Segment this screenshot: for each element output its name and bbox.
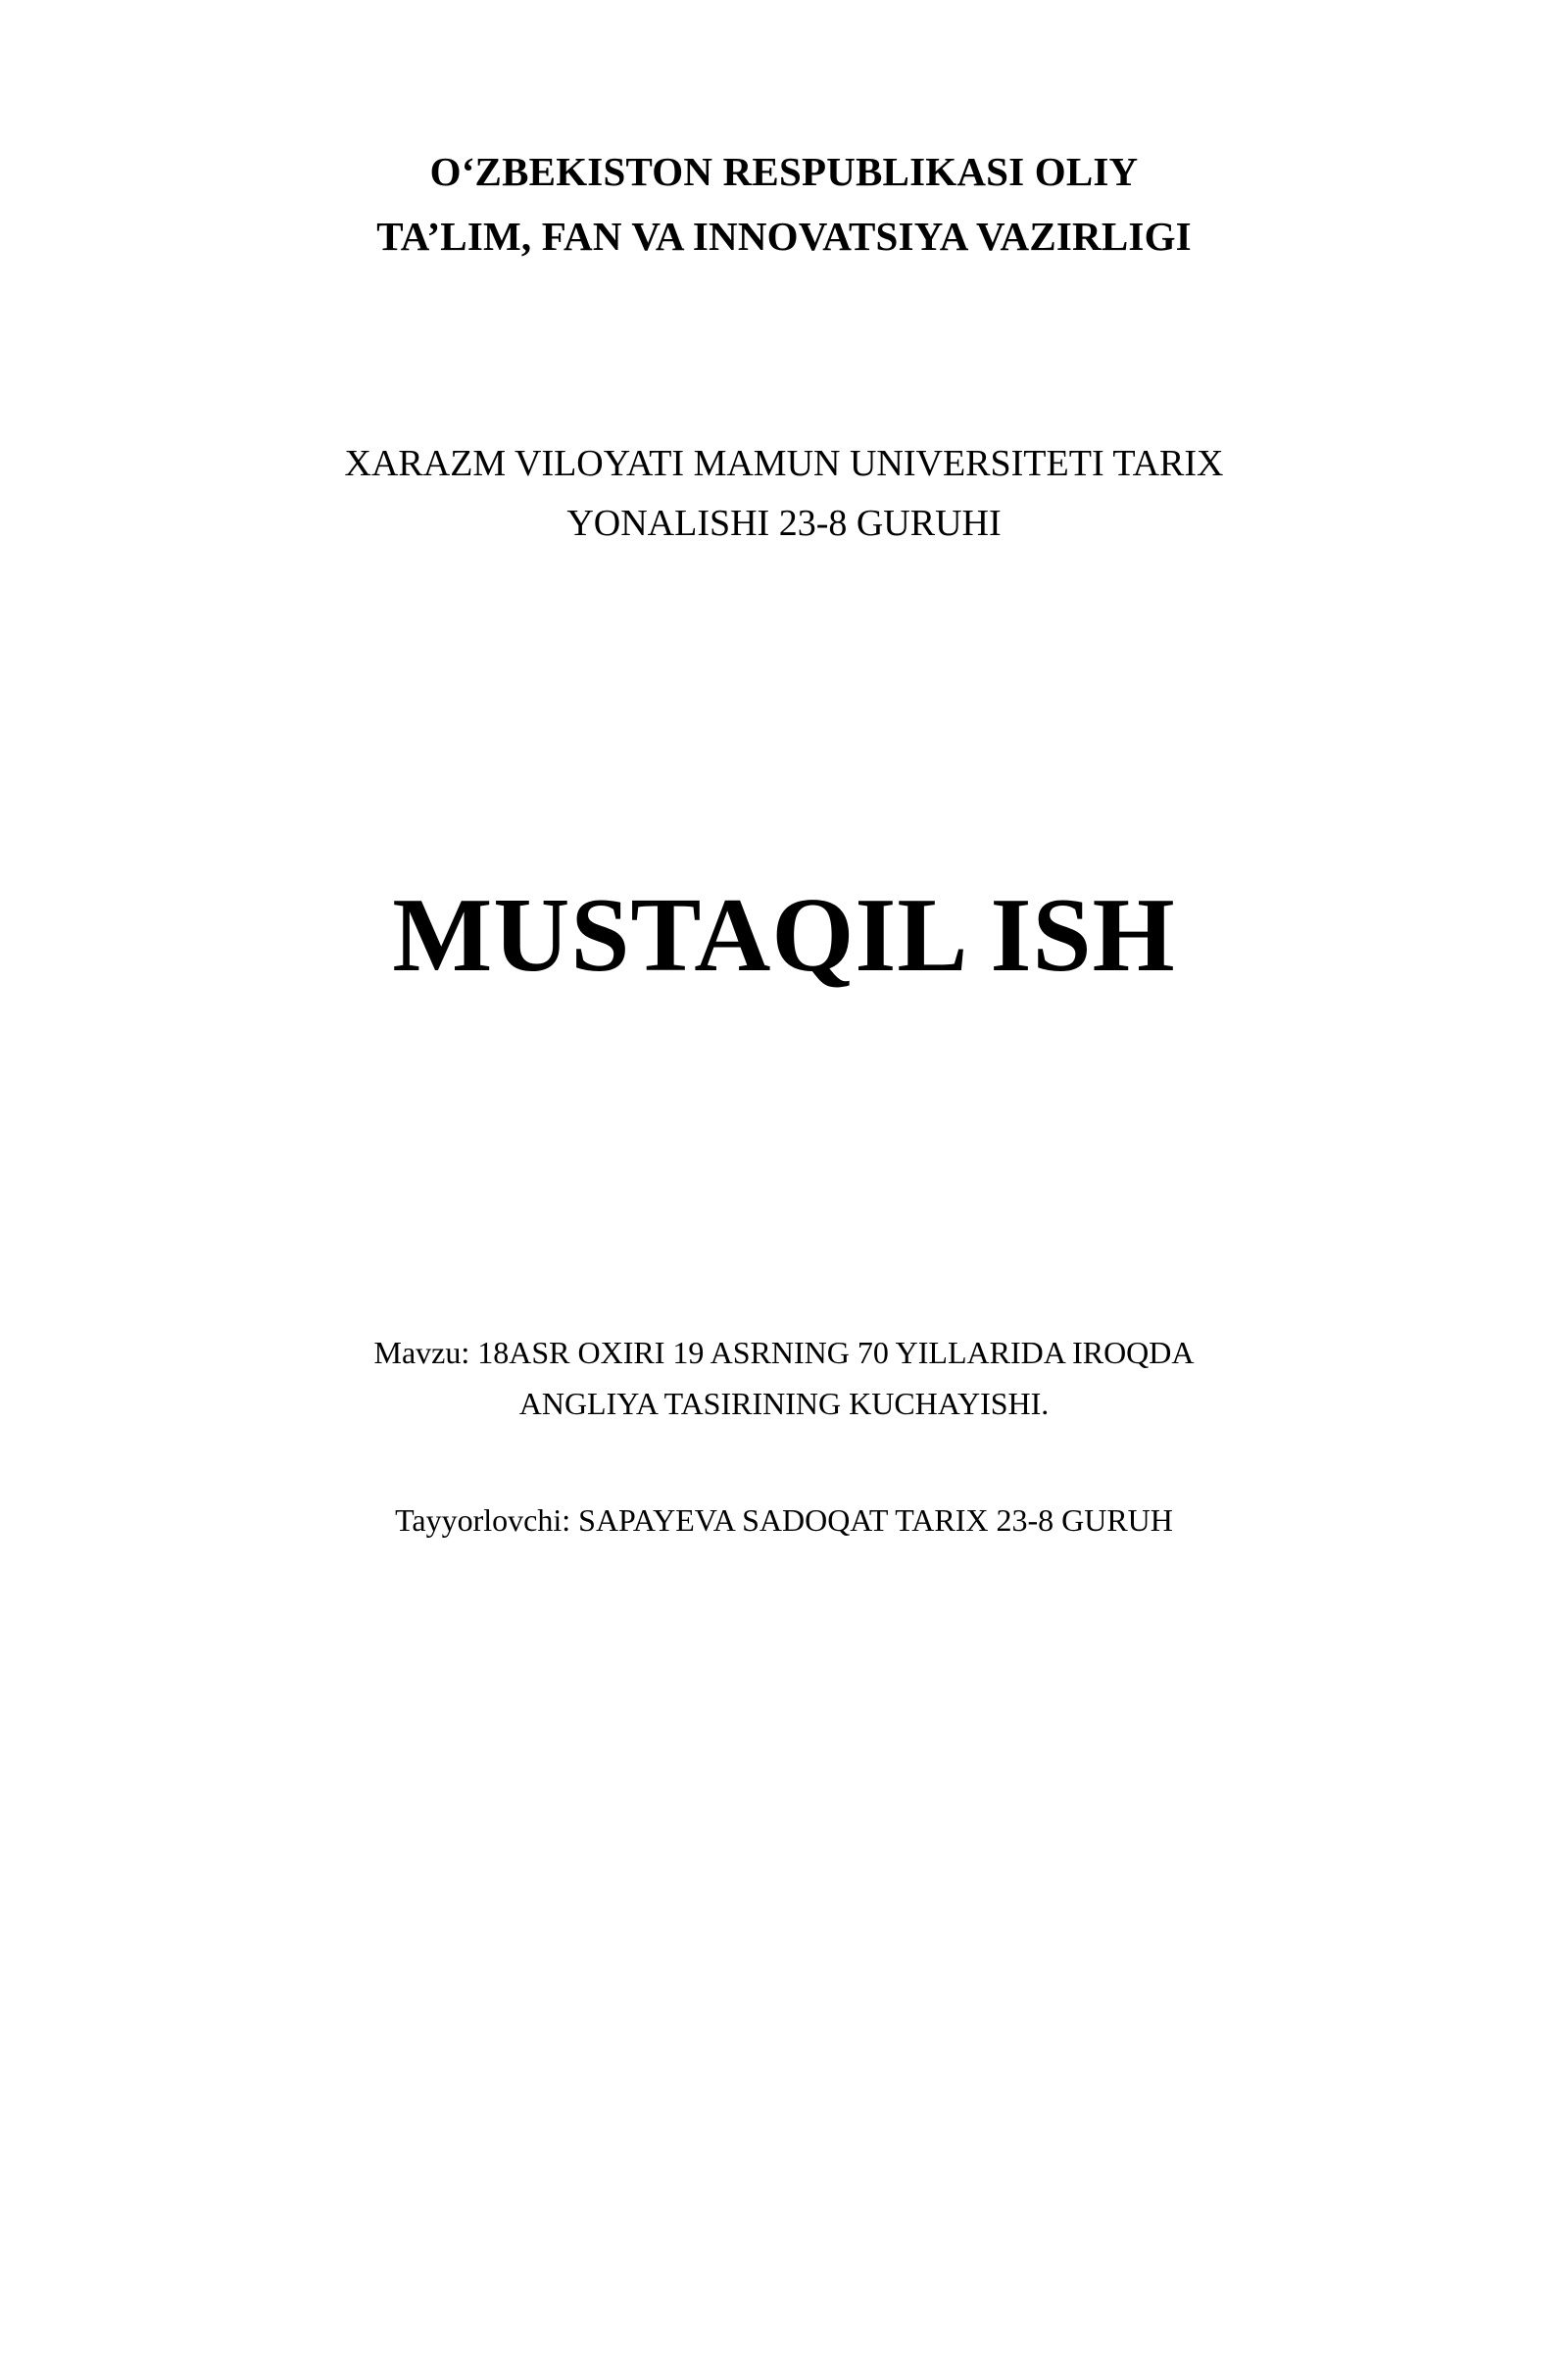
subject-heading <box>147 1328 1421 1430</box>
ministry-line-1: O‘ZBEKISTON RESPUBLIKASI OLIY <box>429 149 1139 194</box>
faculty-line-2: YONALISHI 23-8 GURUHI <box>566 503 1002 545</box>
ministry-line-2: TA’LIM, FAN VA INNOVATSIYA VAZIRLIGI <box>376 214 1192 260</box>
document-main-title: MUSTAQIL ISH <box>392 876 1176 994</box>
author-line: Tayyorlovchi: SAPAYEVA SADOQAT TARIX 23-8 GURUH <box>395 1502 1173 1539</box>
subject-line-2: ANGLIYA TASIRINING KUCHAYISHI. <box>518 1385 1050 1421</box>
faculty-heading <box>147 434 1421 555</box>
document-page <box>0 139 1568 2356</box>
faculty-line-1: XARAZM VILOYATI MAMUN UNIVERSITETI TARIX <box>344 442 1224 484</box>
subject-line-1: Mavzu: 18ASR OXIRI 19 ASRNING 70 YILLARIDA IROQDA <box>373 1334 1195 1370</box>
ministry-heading <box>147 139 1421 270</box>
